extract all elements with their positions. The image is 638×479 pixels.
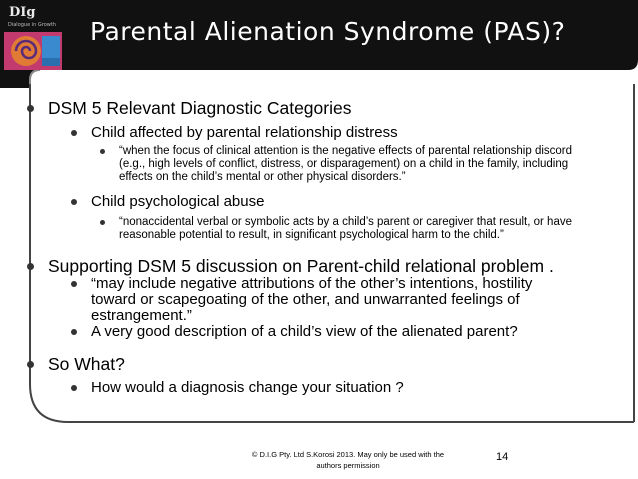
spiral-logo-icon: [4, 32, 64, 72]
bullet-icon: [71, 199, 77, 205]
bullet-supporting-discussion: Supporting DSM 5 discussion on Parent-child relational problem .: [48, 256, 554, 277]
bullet-icon: [71, 281, 77, 287]
page-number: 14: [496, 451, 509, 463]
bullet-parental-distress: Child affected by parental relationship distress: [91, 125, 398, 141]
quote-psychological-abuse: “nonaccidental verbal or symbolic acts by a child’s parent or caregiver that result, or have reasonable potential to result, in significant psychological harm to the child.”: [119, 216, 589, 242]
bullet-dsm5-categories: DSM 5 Relevant Diagnostic Categories: [48, 98, 351, 119]
bullet-psychological-abuse: Child psychological abuse: [91, 194, 264, 210]
slide-title: Parental Alienation Syndrome (PAS)?: [90, 17, 566, 46]
copyright-footer: © D.I.G Pty. Ltd S.Korosi 2013. May only be used with the authors permission: [251, 450, 445, 470]
logo-text: DIg: [9, 5, 36, 20]
bullet-icon: [27, 361, 34, 368]
bullet-diagnosis-change: How would a diagnosis change your situation ?: [91, 380, 404, 396]
bullet-so-what: So What?: [48, 354, 125, 375]
bullet-icon: [27, 263, 34, 270]
bullet-icon: [71, 329, 77, 335]
company-logo: [2, 2, 64, 72]
bullet-icon: [100, 149, 105, 154]
logo-subtitle: Dialogue in Growth: [8, 22, 57, 28]
slide-header: [0, 0, 638, 88]
bullet-negative-attributions: “may include negative attributions of the other’s intentions, hostility toward or scapegoating of the other, and unwarranted feelings of estrangement.”: [91, 276, 546, 324]
bullet-icon: [100, 220, 105, 225]
bullet-child-view: A very good description of a child’s view of the alienated parent?: [91, 324, 518, 340]
bullet-icon: [27, 105, 34, 112]
quote-parental-distress: “when the focus of clinical attention is the negative effects of parental relationship discord (e.g., high levels of conflict, distress, or disparagement) on a child in the family, including effects on the child’s mental or other physical disorders.”: [119, 145, 589, 184]
bullet-icon: [71, 385, 77, 391]
bullet-icon: [71, 130, 77, 136]
